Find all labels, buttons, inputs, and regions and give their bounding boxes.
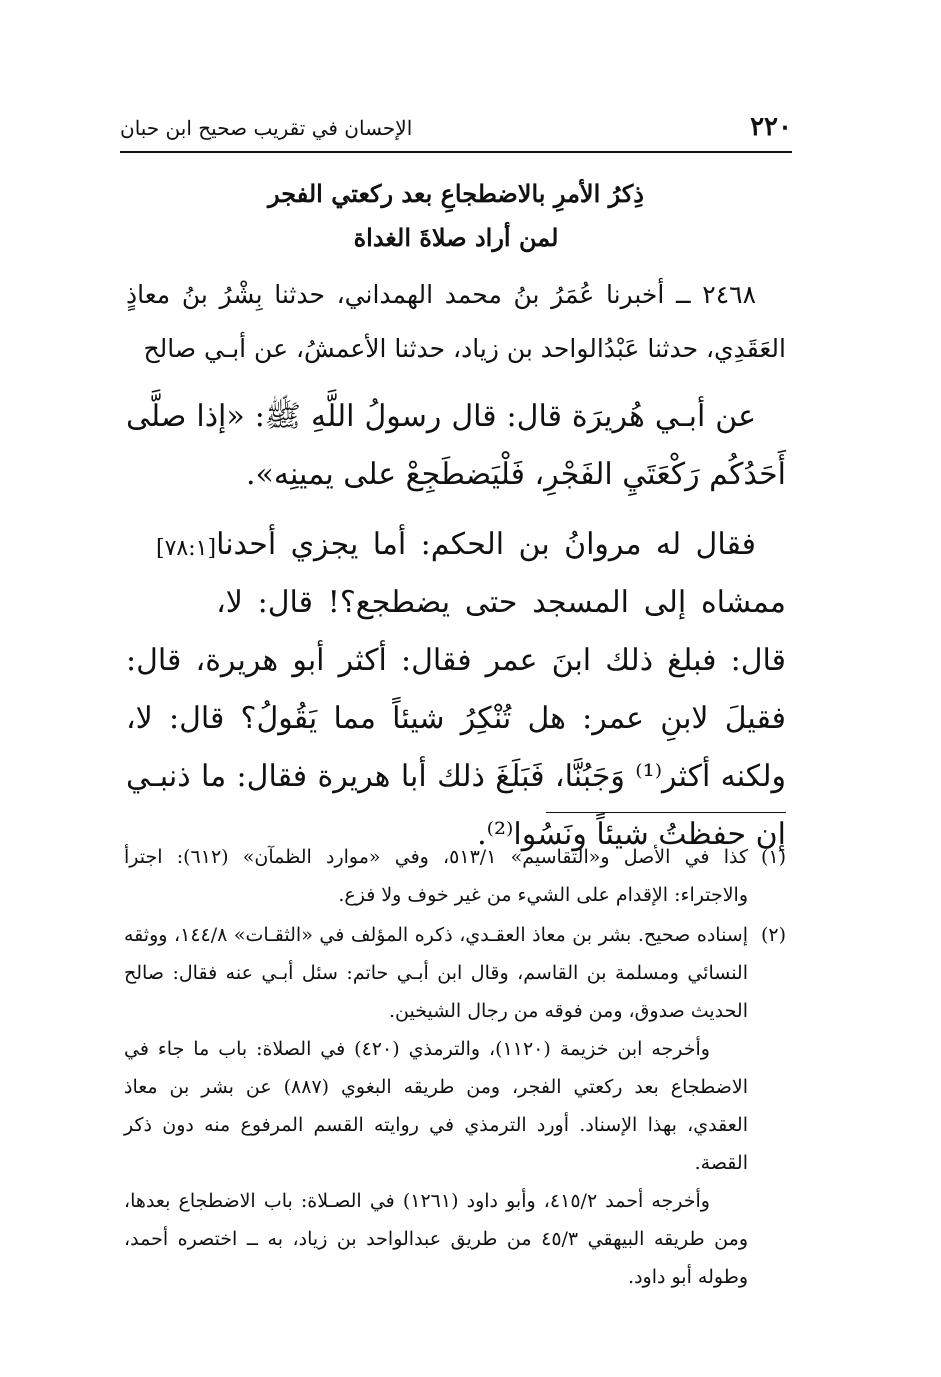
footnote-paragraph: وأخرجه أحمد ٤١٥/٢، وأبو داود (١٢٦١) في الصـلاة: باب الاضطجاع بعدها، ومن طريقه البيهقي ٤٥/٣ من طريق عبدالواحد بن زياد، به ــ اختصره أحمد، وطوله أبو داود. xyxy=(124,1190,748,1288)
footnotes xyxy=(124,838,786,1298)
footnote-marker: (١) xyxy=(760,846,786,868)
hadith-continuation-text: فقال له مروانُ بن الحكم: أما يجزي أحدنا ممشاه إلى المسجد حتى يضطجع؟! قال: لا، قال: فبلغ ذلك ابنَ عمر فقال: أكثر أبو هريرة، قال: فقيلَ لابنِ عمر: هل تُنْكِرُ شيئاً مما يَقُولُ؟ قال: لا، ولكنه أكثر⁽¹⁾ وَجَبُنَّا، فَبَلَغَ ذلك أبا هريرة فقال: ما ذنبـي إن حفظتُ شيئاً ونَسُوا⁽²⁾. xyxy=(126,527,786,852)
footnote-paragraph: كذا في الأصل و«التقاسيم» ٥١٣/١، وفي «موارد الظمآن» (٦١٢): اجترأ والاجتراء: الإقدام على الشيء من غير خوف ولا فزع. xyxy=(124,846,749,906)
footnote-body xyxy=(124,916,748,1296)
hadith-isnad: ٢٤٦٨ ــ أخبرنا عُمَرُ بنُ محمد الهمداني، حدثنا بِشْرُ بنُ معاذٍ العَقَدِي، حدثنا عَبْدُالواحد بن زياد، حدثنا الأعمشُ، عن أبـي صالح xyxy=(126,280,786,363)
footnote-paragraph: إسناده صحيح. بشر بن معاذ العقـدي، ذكره المؤلف في «الثقـات» ١٤٤/٨، ووثقه النسائي ومسلمة بن القاسم، وقال ابن أبـي حاتم: سئل أبـي عنه فقال: صالح الحديث صدوق، ومن فوقه من رجال الشيخين. xyxy=(124,924,749,1022)
hadith-reference: [٧٨:١] xyxy=(156,536,217,561)
footnote-body xyxy=(124,838,748,914)
footnote-divider xyxy=(546,812,786,813)
chapter-heading xyxy=(120,172,792,260)
book-title: الإحسان في تقريب صحيح ابن حبان xyxy=(120,116,413,140)
footnote-paragraph: وأخرجه ابن خزيمة (١١٢٠)، والترمذي (٤٢٠) في الصلاة: باب ما جاء في الاضطجاع بعد ركعتي الفجر، ومن طريقه البغوي (٨٨٧) عن بشر بن معاذ العقدي، بهذا الإسناد. أورد الترمذي في روايته القسم المرفوع منه دون ذكر القصة. xyxy=(124,1038,748,1174)
hadith-body xyxy=(126,268,786,864)
chapter-title-line-1: ذِكرُ الأمرِ بالاضطجاعِ بعد ركعتي الفجر xyxy=(267,179,644,208)
page-number: ٢٢٠ xyxy=(750,112,792,142)
chapter-title-line-2: لمن أراد صلاةَ الغداة xyxy=(353,223,559,252)
footnote-2 xyxy=(124,916,786,1296)
header-divider xyxy=(120,151,792,153)
footnote-marker: (٢) xyxy=(760,924,786,946)
running-header xyxy=(120,106,792,146)
hadith-text: عن أبـي هُريرَة قال: قال رسولُ اللَّهِ ﷺ: «إذا صلَّى أَحَدُكُم رَكْعَتَيِ الفَجْرِ، فَلْيَضطَجِعْ على يمينِه». xyxy=(126,399,786,492)
footnote-1 xyxy=(124,838,786,914)
